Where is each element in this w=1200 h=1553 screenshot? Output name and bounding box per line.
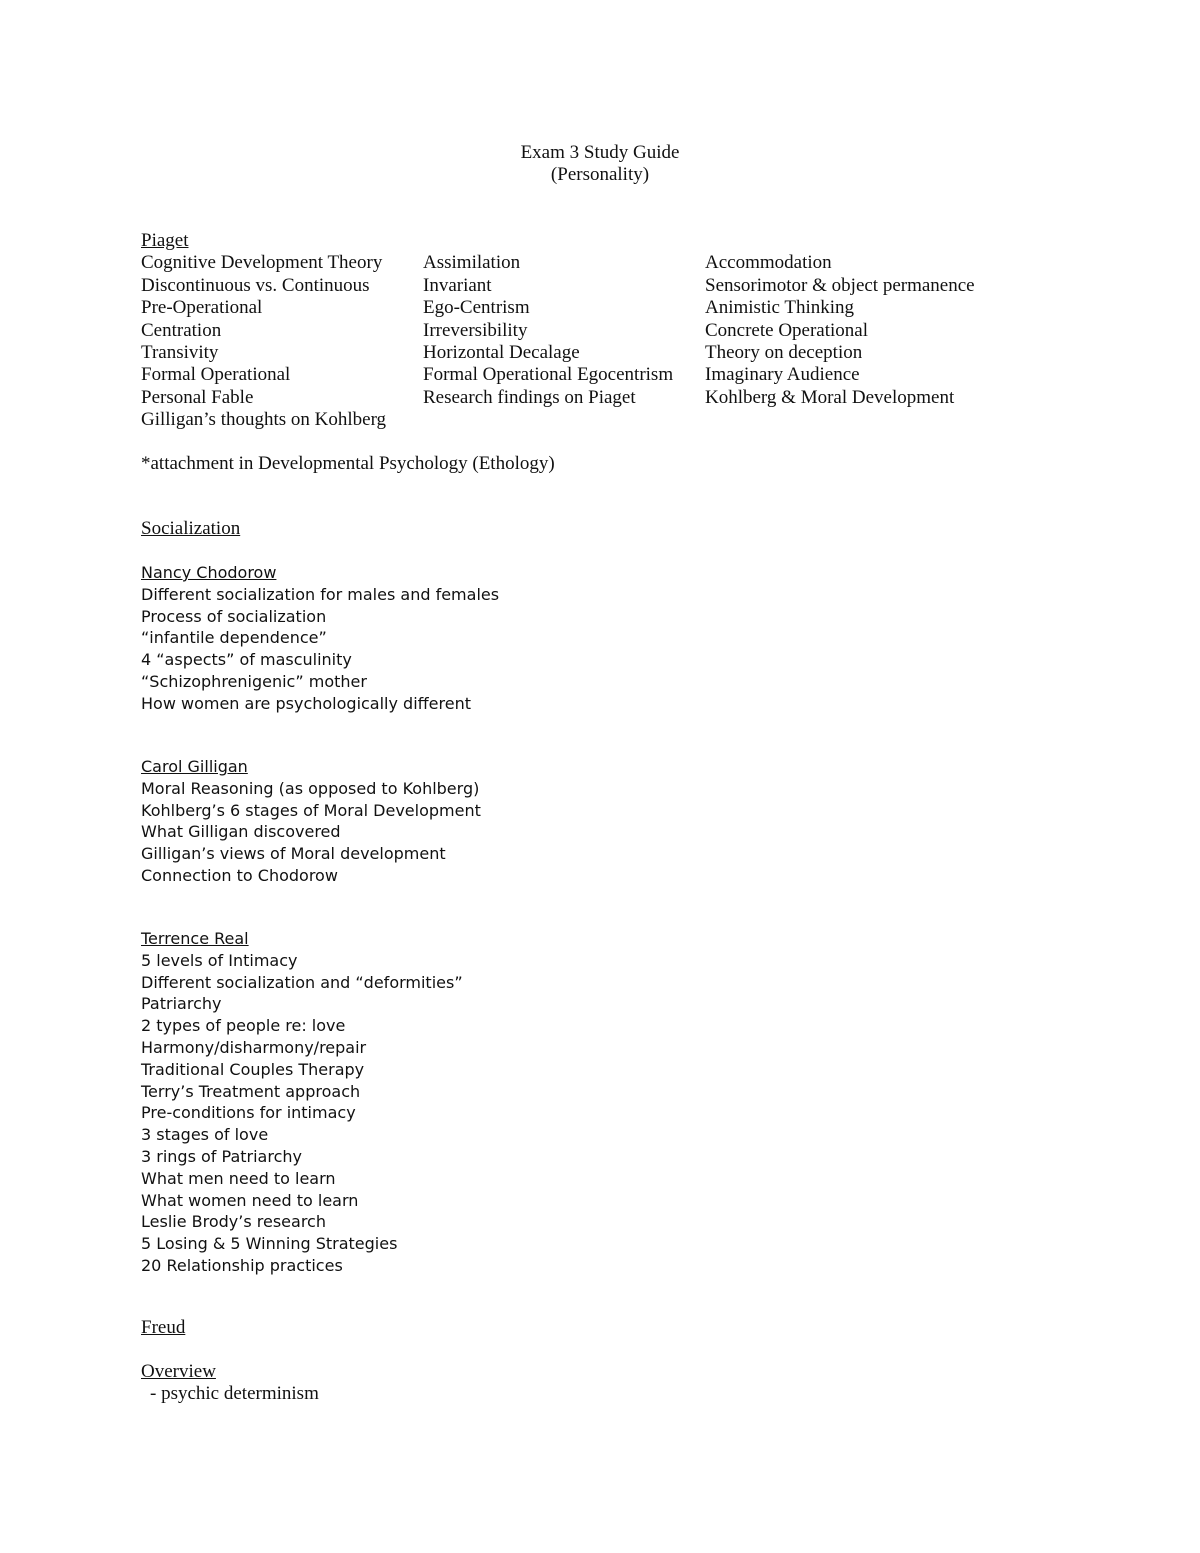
piaget-term: Assimilation [423, 252, 521, 274]
list-item: 4 “aspects” of masculinity [141, 650, 352, 670]
list-item: What Gilligan discovered [141, 822, 341, 842]
piaget-term: Research findings on Piaget [423, 386, 636, 408]
piaget-term: Ego-Centrism [423, 297, 530, 319]
list-item: Gilligan’s views of Moral development [141, 844, 446, 864]
list-item: “infantile dependence” [141, 628, 327, 648]
piaget-heading: Piaget [141, 230, 189, 251]
attachment-note [141, 453, 555, 475]
list-item: 5 levels of Intimacy [141, 950, 298, 970]
piaget-term: Kohlberg & Moral Development [705, 386, 955, 408]
list-item: Kohlberg’s 6 stages of Moral Development [141, 800, 481, 820]
piaget-term: Theory on deception [705, 341, 863, 363]
list-item: 3 stages of love [141, 1125, 269, 1145]
list-item: Different socialization for males and females [141, 584, 500, 604]
list-item: - psychic determinism [150, 1383, 319, 1405]
chodorow-section [141, 562, 499, 715]
freud-heading: Freud [141, 1317, 186, 1338]
list-item: Leslie Brody’s research [141, 1212, 326, 1232]
list-item: 5 Losing & 5 Winning Strategies [141, 1234, 398, 1254]
list-item: Terry’s Treatment approach [141, 1081, 361, 1101]
list-item: What men need to learn [141, 1168, 336, 1188]
piaget-term: Animistic Thinking [705, 297, 855, 319]
piaget-terms-grid [141, 252, 1005, 431]
title-block [0, 142, 1200, 187]
socialization-section [141, 518, 240, 540]
list-item: How women are psychologically different [141, 693, 472, 713]
piaget-term: Gilligan’s thoughts on Kohlberg [141, 409, 387, 431]
real-section [141, 928, 463, 1277]
freud-section [141, 1317, 185, 1339]
piaget-term: Accommodation [705, 252, 832, 274]
piaget-term: Horizontal Decalage [423, 341, 580, 363]
piaget-term: Pre-Operational [141, 297, 263, 319]
piaget-term: Formal Operational Egocentrism [423, 364, 674, 386]
piaget-term [423, 409, 705, 431]
socialization-heading: Socialization [141, 518, 241, 539]
list-item: 2 types of people re: love [141, 1016, 346, 1036]
piaget-term: Sensorimotor & object permanence [705, 274, 975, 296]
list-item: Traditional Couples Therapy [141, 1059, 365, 1079]
piaget-term: Personal Fable [141, 386, 254, 408]
chodorow-heading: Nancy Chodorow [141, 563, 277, 582]
piaget-term: Cognitive Development Theory [141, 252, 383, 274]
piaget-term [705, 409, 1005, 431]
piaget-term: Centration [141, 319, 222, 341]
gilligan-heading: Carol Gilligan [141, 757, 248, 776]
list-item: “Schizophrenigenic” mother [141, 671, 367, 691]
real-heading: Terrence Real [141, 929, 249, 948]
gilligan-section [141, 756, 481, 887]
list-item: What women need to learn [141, 1190, 359, 1210]
list-item: Patriarchy [141, 994, 222, 1014]
piaget-term: Transivity [141, 341, 219, 363]
list-item: Different socialization and “deformities” [141, 972, 463, 992]
overview-heading: Overview [141, 1361, 216, 1382]
list-item: 20 Relationship practices [141, 1255, 343, 1275]
piaget-term: Invariant [423, 274, 492, 296]
list-item: Connection to Chodorow [141, 865, 338, 885]
page-title: Exam 3 Study Guide [520, 142, 680, 163]
attachment-note-text: *attachment in Developmental Psychology (Ethology) [141, 453, 555, 474]
list-item: Moral Reasoning (as opposed to Kohlberg) [141, 778, 480, 798]
piaget-section [141, 230, 1005, 432]
piaget-term: Imaginary Audience [705, 364, 860, 386]
list-item: Process of socialization [141, 606, 327, 626]
piaget-term: Formal Operational [141, 364, 291, 386]
piaget-term: Discontinuous vs. Continuous [141, 274, 370, 296]
list-item: Pre-conditions for intimacy [141, 1103, 356, 1123]
list-item: Harmony/disharmony/repair [141, 1037, 367, 1057]
piaget-term: Irreversibility [423, 319, 528, 341]
piaget-term: Concrete Operational [705, 319, 869, 341]
page-subtitle: (Personality) [550, 164, 650, 186]
list-item: 3 rings of Patriarchy [141, 1146, 302, 1166]
overview-section [141, 1361, 319, 1406]
